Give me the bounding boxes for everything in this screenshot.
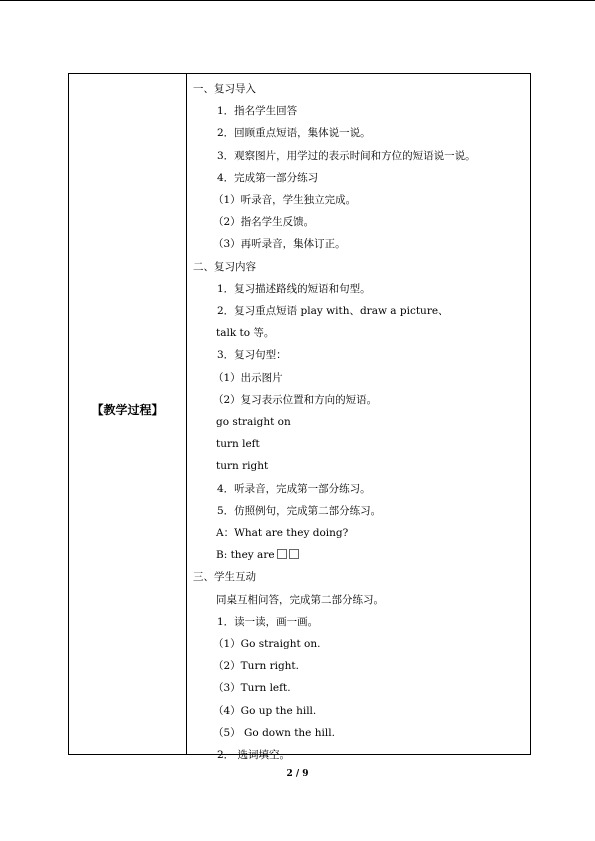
content-line [216, 437, 260, 451]
content-line-text: （2）Turn right. [213, 660, 299, 673]
content-line [213, 193, 356, 207]
content-line [213, 393, 377, 407]
content-line-text: （3）Turn left. [213, 682, 291, 695]
content-line [217, 304, 449, 318]
content-line-text: （1）听录音，学生独立完成。 [213, 194, 357, 206]
content-line [217, 104, 297, 118]
content-line-text: （5） Go down the hill. [213, 726, 335, 739]
content-line-text: 2． 选词填空。 [217, 749, 291, 761]
content-line-text: （1）Go straight on. [213, 638, 321, 650]
content-line-text: （4）Go up the hill. [213, 704, 317, 717]
top-rule [0, 0, 595, 1]
content-line [213, 215, 314, 229]
content-line-text: 同桌互相问答，完成第二部分练习。 [216, 593, 384, 606]
content-line [213, 659, 299, 673]
content-line-text: 4．听录音，完成第一部分练习。 [217, 482, 371, 495]
content-line [193, 570, 256, 584]
content-line-text: 2．复习重点短语 play with、draw a picture、 [217, 305, 449, 317]
content-line [216, 593, 384, 607]
content-line-text: turn right [216, 460, 269, 473]
content-line-text: 1．复习描述路线的短语和句型。 [217, 282, 371, 295]
content-line [193, 82, 256, 96]
content-line [217, 504, 381, 518]
content-line-text: （2）复习表示位置和方向的短语。 [213, 393, 378, 406]
content-line-text: B: they are [216, 549, 275, 562]
content-line [213, 637, 320, 651]
content-line [217, 482, 371, 496]
content-line [216, 526, 348, 540]
row-label: 【教学过程】 [91, 403, 164, 417]
content-line-text: 3．复习句型： [217, 349, 287, 362]
blank-box-icon [289, 549, 299, 559]
content-line-text: 1．读一读，画一画。 [217, 615, 319, 628]
content-line [217, 171, 318, 185]
content-line-text: 5．仿照例句，完成第二部分练习。 [217, 504, 382, 517]
content-line [217, 348, 287, 362]
content-line [213, 681, 291, 695]
content-line-text: 3．观察图片，用学过的表示时间和方位的短语说一说。 [217, 149, 476, 162]
content-line [216, 548, 299, 562]
content-line [217, 748, 290, 762]
content-line-text: talk to 等。 [216, 327, 275, 340]
content-line-text: A：What are they doing? [216, 527, 349, 539]
content-line-text: 4．完成第一部分练习 [217, 171, 319, 184]
content-line [217, 149, 476, 163]
content-line-text: （3）再听录音，集体订正。 [213, 238, 346, 251]
content-line-text: 三、学生互动 [193, 571, 256, 584]
content-line [217, 615, 318, 629]
content-line-text: 二、复习内容 [193, 260, 256, 273]
content-line [217, 282, 371, 296]
blank-box-icon [277, 549, 287, 559]
content-line [216, 415, 291, 429]
content-line [213, 371, 283, 385]
content-line [217, 126, 371, 140]
content-line-text: 一、复习导入 [193, 83, 256, 95]
lesson-table [68, 73, 531, 761]
content-line [216, 459, 268, 473]
content-line [213, 726, 335, 740]
page-number: 2 / 9 [286, 769, 309, 779]
content-line-text: 1．指名学生回答 [217, 105, 298, 118]
content-line [213, 237, 346, 251]
content-line-text: （1）出示图片 [213, 371, 283, 384]
content-line-text: go straight on [216, 416, 291, 428]
content-line-text: （2）指名学生反馈。 [213, 216, 315, 229]
content-column [187, 74, 531, 761]
content-line-text: turn left [216, 438, 260, 451]
content-line [193, 260, 256, 274]
content-line [216, 326, 274, 340]
content-line-text: 2．回顾重点短语，集体说一说。 [217, 127, 371, 140]
content-line [213, 704, 316, 718]
